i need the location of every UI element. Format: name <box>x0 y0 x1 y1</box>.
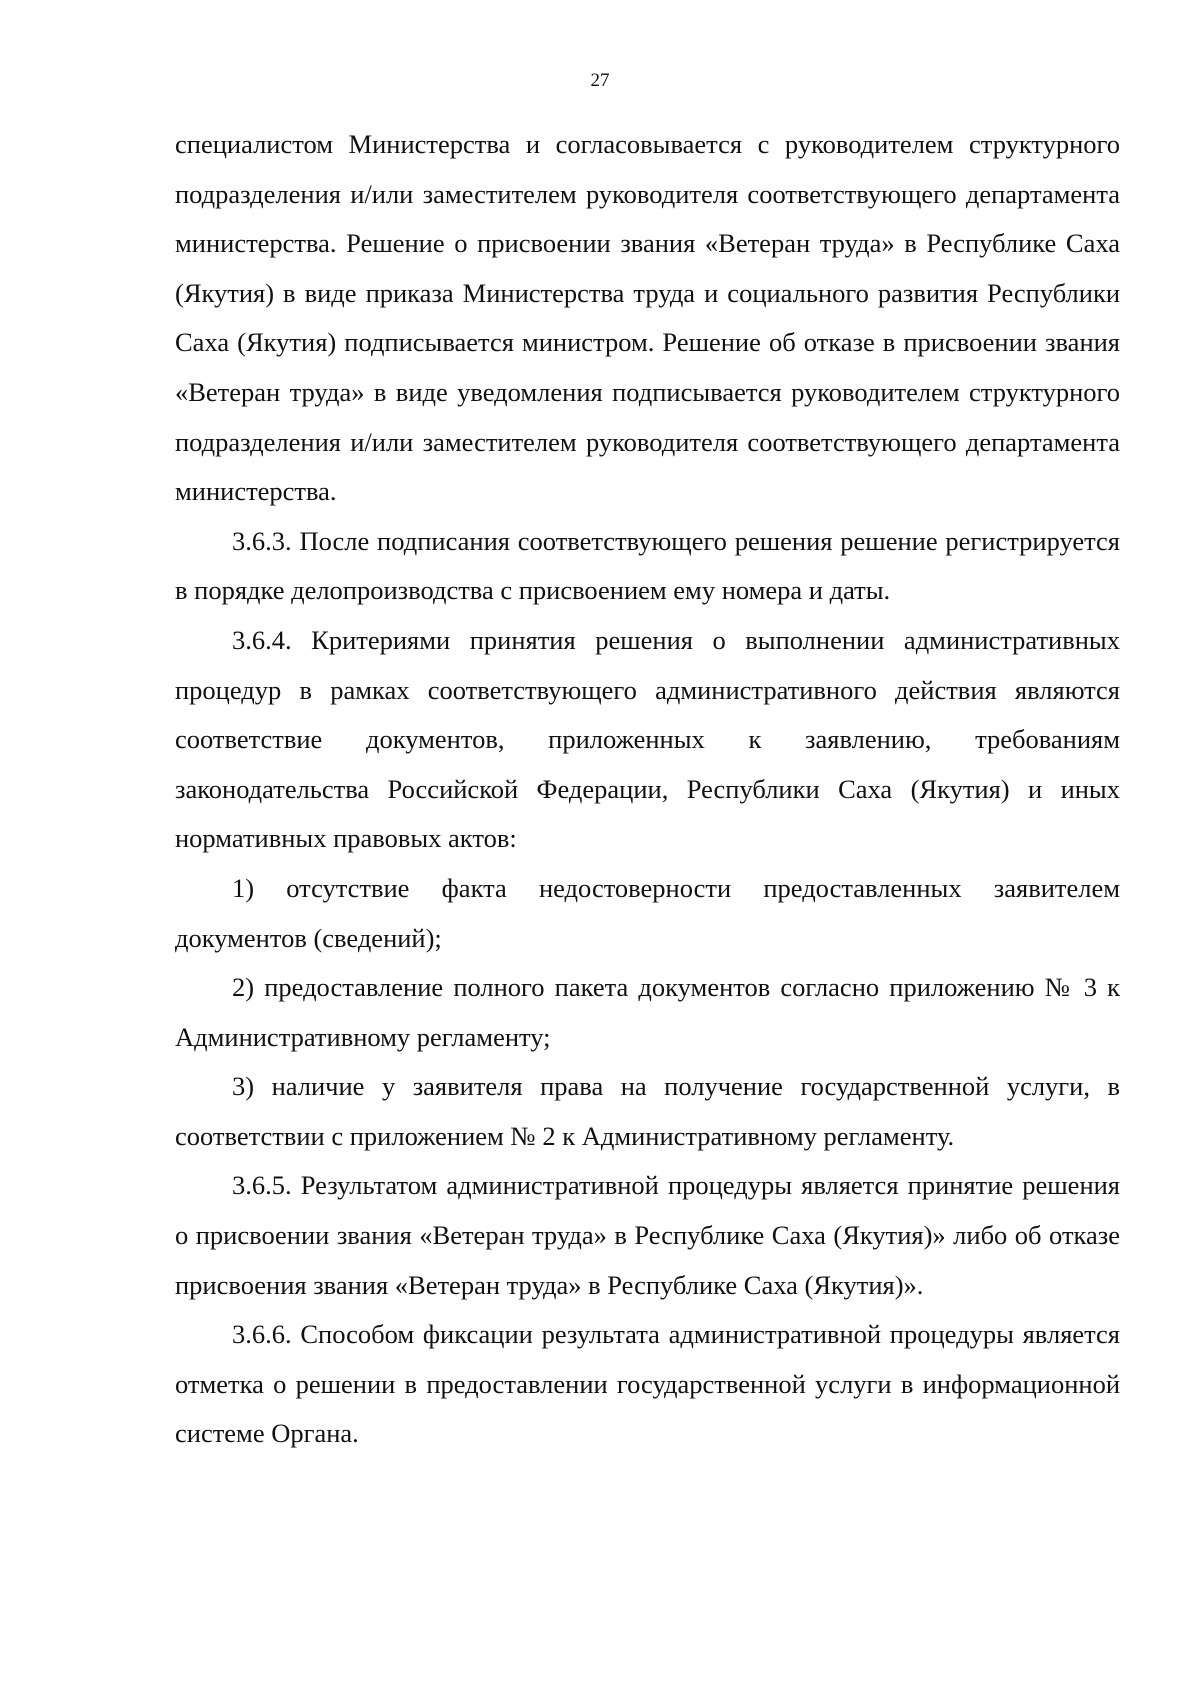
list-item-3: 3) наличие у заявителя права на получение государственной услуги, в соответствии с приложением № 2 к Административному регламенту. <box>175 1071 1120 1151</box>
list-item-2: 2) предоставление полного пакета документов согласно приложению № 3 к Административному регламенту; <box>175 972 1120 1052</box>
list-item-1: 1) отсутствие факта недостоверности предоставленных заявителем документов (сведений); <box>175 872 1120 953</box>
page-number: 27 <box>590 70 610 91</box>
paragraph-3-6-5: 3.6.5. Результатом административной процедуры является принятие решения о присвоении звания «Ветеран труда» в Республике Саха (Якутия)» либо об отказе присвоения звания «Ветеран труда» в Республике Саха (Якутия)». <box>175 1170 1120 1300</box>
paragraph-3-6-4: 3.6.4. Критериями принятия решения о выполнении административных процедур в рамках соответствующего административного действия являются соответствие документов, приложенных к заявлению, требованиям законодательства Российской Федерации, Республики Саха (Якутия) и иных нормативных правовых актов: <box>175 624 1120 854</box>
paragraph-continuation: специалистом Министерства и согласовывается с руководителем структурного подразделения и/или заместителем руководителя соответствующего департамента министерства. Решение о присвоении звания «Ветеран труда» в Республике Саха (Якутия) в виде приказа Министерства труда и социального развития Республики Саха (Якутия) подписывается министром. Решение об отказе в присвоении звания «Ветеран труда» в виде уведомления подписывается руководителем структурного подразделения и/или заместителем руководителя соответствующего департамента министерства. <box>175 129 1120 507</box>
document-body <box>175 120 1120 1459</box>
paragraph-3-6-3: 3.6.3. После подписания соответствующего решения решение регистрируется в порядке делопроизводства с присвоением ему номера и даты. <box>175 525 1120 606</box>
paragraph-3-6-6: 3.6.6. Способом фиксации результата административной процедуры является отметка о решении в предоставлении государственной услуги в информационной системе Органа. <box>175 1319 1120 1449</box>
